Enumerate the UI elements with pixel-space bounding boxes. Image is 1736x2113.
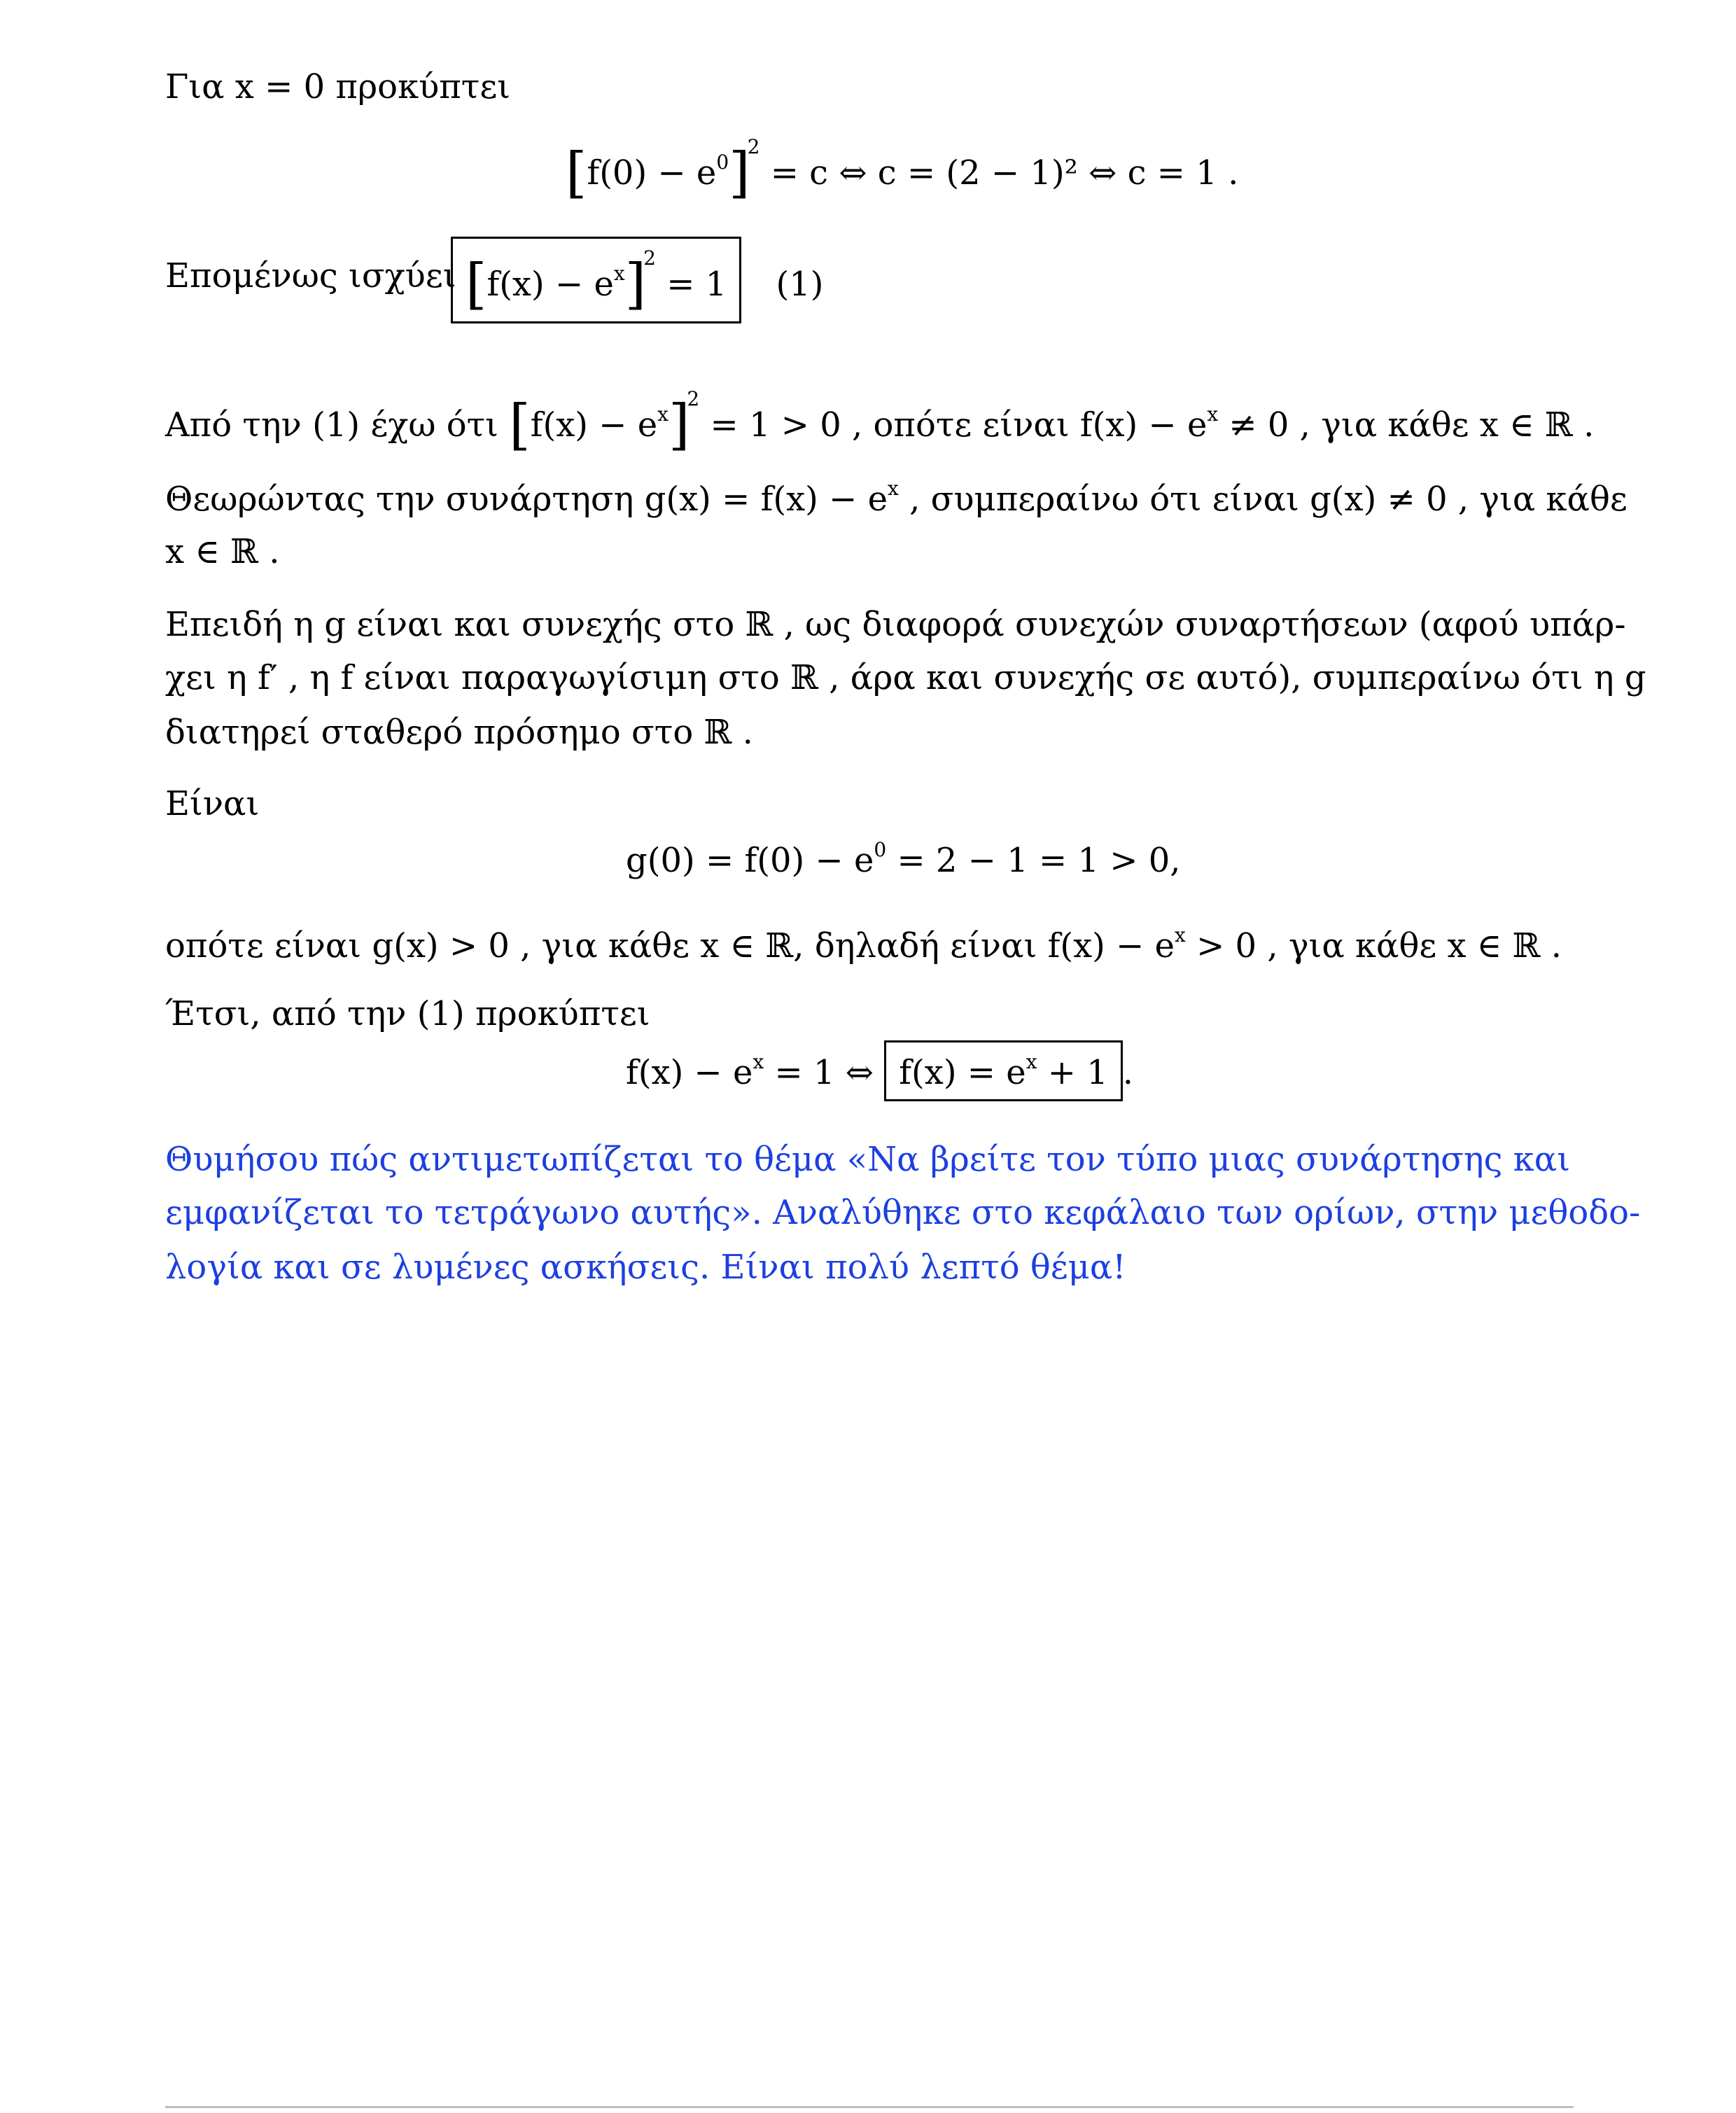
eq1-power: 2 xyxy=(747,135,760,158)
line-3-exponent: x xyxy=(657,403,668,426)
box2-a: f(x) = e xyxy=(899,1053,1026,1092)
box2-exponent: x xyxy=(1026,1050,1037,1073)
text-line-7 xyxy=(165,658,1646,697)
footer-rule xyxy=(165,2106,1574,2108)
note-line-1 xyxy=(165,1140,1571,1179)
right-bracket: ] xyxy=(729,141,750,204)
eq3-a: f(x) − e xyxy=(626,1053,753,1092)
eq2-exponent: 0 xyxy=(874,838,887,861)
left-bracket: [ xyxy=(465,253,487,316)
line-8-text: διατηρεί σταθερό πρόσημο στο ℝ . xyxy=(165,713,753,752)
text-line-11 xyxy=(165,994,650,1033)
eq3-b: = 1 ⇔ xyxy=(764,1053,874,1092)
eq2-b: = 2 − 1 = 1 > 0, xyxy=(886,841,1181,880)
left-bracket: [ xyxy=(509,393,531,456)
right-bracket: ] xyxy=(624,253,647,316)
equation-box xyxy=(451,237,741,323)
line-1-text: Για x = 0 προκύπτει xyxy=(165,67,511,106)
equation-3 xyxy=(626,1040,1133,1101)
line-4-exponent: x xyxy=(888,477,899,500)
box1-lhs: f(x) − e xyxy=(486,265,614,304)
equation-2 xyxy=(626,838,1181,880)
text-line-10 xyxy=(165,923,1562,965)
eq1-lhs: f(0) − e xyxy=(587,153,717,193)
line-5-text: x ∈ ℝ . xyxy=(165,532,280,571)
equation-tag: (1) xyxy=(776,265,824,304)
line-6-text: Επειδή η g είναι και συνεχής στο ℝ , ως διαφορά συνεχών συναρτήσεων (αφού υπάρ- xyxy=(165,605,1626,644)
line-2-text: Επομένως ισχύει xyxy=(165,256,456,295)
line-3-lhs: f(x) − e xyxy=(530,405,658,445)
text-line-therefore xyxy=(165,256,456,295)
line-9-text: Είναι xyxy=(165,784,260,823)
line-3-rest-a: = 1 > 0 , οπότε είναι f(x) − e xyxy=(710,405,1208,445)
text-line-8 xyxy=(165,713,753,752)
line-7-text: χει η f′ , η f είναι παραγωγίσιμη στο ℝ , άρα και συνεχής σε αυτό), συμπεραίνω ότι η g xyxy=(165,658,1646,697)
left-bracket: [ xyxy=(566,141,587,204)
box1-power: 2 xyxy=(643,246,656,270)
text-line-5 xyxy=(165,532,280,571)
line-4-a: Θεωρώντας την συνάρτηση g(x) = f(x) − e xyxy=(165,480,888,519)
boxed-equation-1 xyxy=(451,237,823,323)
line-10-a: οπότε είναι g(x) > 0 , για κάθε x ∈ ℝ, δηλαδή είναι f(x) − e xyxy=(165,926,1175,965)
text-line-6 xyxy=(165,605,1626,644)
note-3-text: λογία και σε λυμένες ασκήσεις. Είναι πολύ λεπτό θέμα! xyxy=(165,1248,1126,1287)
result-box xyxy=(884,1040,1123,1101)
eq1-rhs: = c ⇔ c = (2 − 1)² ⇔ c = 1 . xyxy=(770,153,1239,193)
box1-rhs: = 1 xyxy=(666,265,727,304)
line-10-b: > 0 , για κάθε x ∈ ℝ . xyxy=(1185,926,1562,965)
eq3-exponent: x xyxy=(752,1050,764,1073)
text-line-9 xyxy=(165,784,260,823)
line-10-exponent: x xyxy=(1175,923,1186,947)
line-3-rest-b: ≠ 0 , για κάθε x ∈ ℝ . xyxy=(1218,405,1595,445)
text-line-for-x0 xyxy=(165,67,511,106)
note-1-text: Θυμήσου πώς αντιμετωπίζεται το θέμα «Να βρείτε τον τύπο μιας συνάρτησης και xyxy=(165,1140,1571,1179)
note-line-3 xyxy=(165,1248,1126,1287)
line-3-rest-exponent: x xyxy=(1207,403,1219,426)
eq2-a: g(0) = f(0) − e xyxy=(626,841,874,880)
line-3-prefix: Από την (1) έχω ότι xyxy=(165,405,498,445)
note-2-text: εμφανίζεται το τετράγωνο αυτής». Αναλύθηκε στο κεφάλαιο των ορίων, στην μεθοδο- xyxy=(165,1193,1641,1232)
equation-1 xyxy=(566,135,1239,204)
right-bracket: ] xyxy=(668,393,690,456)
box2-b: + 1 xyxy=(1037,1053,1108,1092)
line-4-b: , συμπεραίνω ότι είναι g(x) ≠ 0 , για κάθε xyxy=(898,480,1628,519)
box1-exponent: x xyxy=(613,262,625,285)
line-3-power: 2 xyxy=(687,387,700,410)
eq1-exponent: 0 xyxy=(716,151,729,174)
text-line-from-1 xyxy=(165,387,1595,456)
note-line-2 xyxy=(165,1193,1641,1232)
line-11-text: Έτσι, από την (1) προκύπτει xyxy=(165,994,650,1033)
text-line-considering xyxy=(165,477,1628,519)
eq3-end: . xyxy=(1122,1053,1134,1092)
